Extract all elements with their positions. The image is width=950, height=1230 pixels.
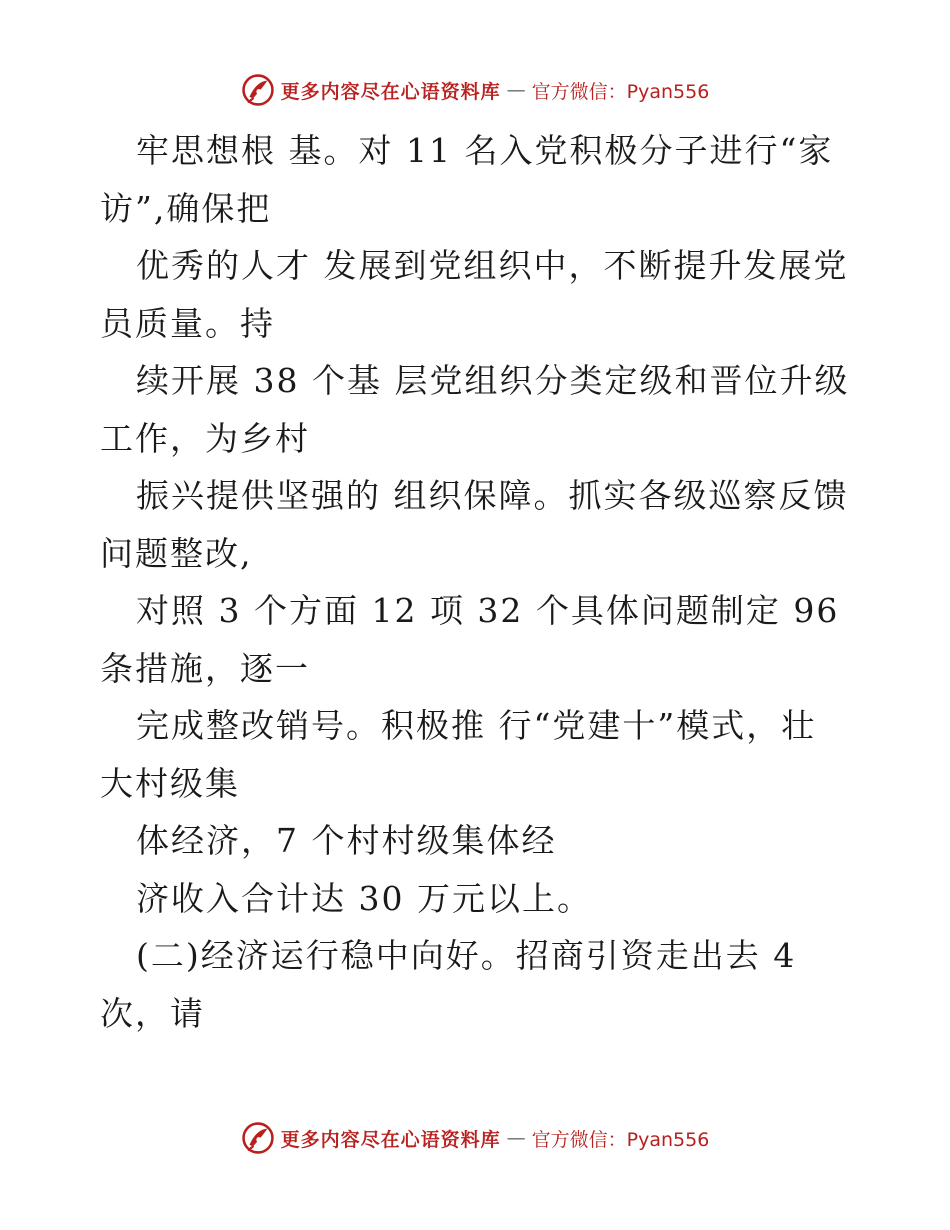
text-line: 条措施，逐一 [100,648,310,688]
banner-wechat: 官方微信：Pyan556 [531,1128,710,1151]
text-line: 问题整改, [100,533,253,573]
text-line: 大村级集 [100,763,240,803]
text-line: 续开展 38 个基 层党组织分类定级和晋位升级 [136,361,850,400]
banner-separator: — [506,1127,526,1149]
brand-logo-icon [241,73,275,107]
text-line: 访”,确保把 [100,188,272,228]
text-line: 振兴提供坚强的 组织保障。抓实各级巡察反馈 [136,476,849,515]
text-line: 体经济，7 个村村级集体经 [136,821,557,860]
text-line: (二)经济运行稳中向好。招商引资走出去 4 [136,936,797,975]
banner-text: 更多内容尽在心语资料库 [280,1128,501,1151]
banner-separator: — [506,79,526,101]
text-line: 优秀的人才 发展到党组织中，不断提升发展党 [136,246,849,285]
footer-banner [0,1118,950,1158]
text-line: 工作，为乡村 [100,418,310,458]
banner-text: 更多内容尽在心语资料库 [280,80,501,103]
text-line: 对照 3 个方面 12 项 32 个具体问题制定 96 [136,591,840,630]
text-line: 次，请 [100,993,205,1033]
header-banner [0,70,950,110]
text-line: 员质量。持 [100,303,275,343]
body-text [100,122,850,1042]
text-line: 完成整改销号。积极推 行“党建十”模式，壮 [136,706,817,745]
banner-wechat: 官方微信：Pyan556 [531,80,710,103]
text-line: 济收入合计达 30 万元以上。 [136,878,592,918]
text-line: 牢思想根 基。对 11 名入党积极分子进行“家 [136,131,834,170]
brand-logo-icon [241,1121,275,1155]
